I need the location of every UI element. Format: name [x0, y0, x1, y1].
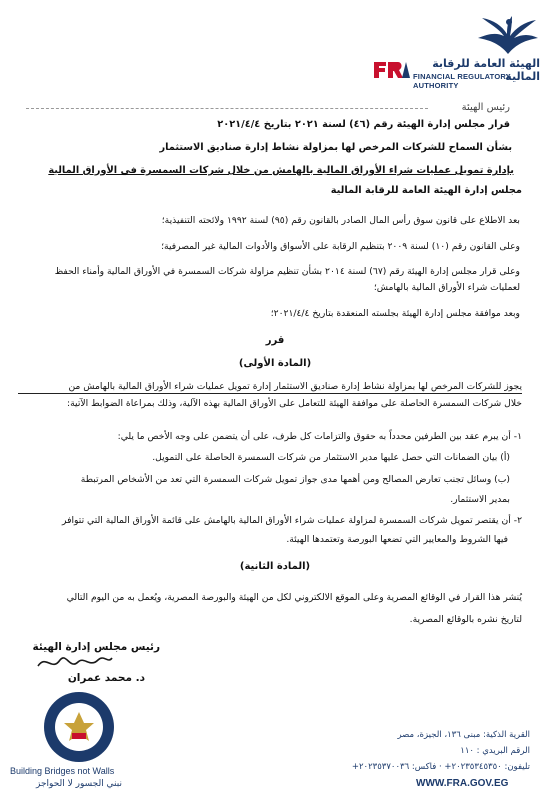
decree-title-line2: بشأن السماح للشركات المرخص لها بمزاولة نشاط إدارة صناديق الاستثمار [159, 142, 512, 153]
org-name-ar: الهيئة العامة للرقابة المالية [432, 57, 540, 83]
footer-address: القرية الذكية: مبنى ١٣٦، الجيزة، مصر [397, 730, 530, 740]
decree-title-line3: بإدارة تمويل عمليات شراء الأوراق المالية بالهامش من خلال شركات السمسرة في الأوراق المالية [48, 165, 514, 176]
article1-intro-line1: يجوز للشركات المرخص لها بمزاولة نشاط إدارة صناديق الاستثمار إدارة تمويل عمليات شراء الأوراق المالية بالهامش من [18, 380, 522, 394]
condition-2-cont: فيها الشروط والمعايير التي تضعها البورصة وتعتمدها الهيئة. [286, 534, 508, 545]
footer-seal [42, 690, 116, 764]
article2-line1: يُنشر هذا القرار في الوقائع المصرية وعلى الموقع الالكتروني لكل من الهيئة والبورصة المصرية، ويُعمل به من اليوم التالي [66, 592, 522, 603]
org-name-en: FINANCIAL REGULATORY AUTHORITY [413, 72, 511, 90]
footer-postal: الرقم البريدي : ١١٠ [460, 746, 530, 756]
header-divider [26, 108, 428, 109]
preamble-line-5: وبعد موافقة مجلس إدارة الهيئة بجلسته المنعقدة بتاريخ ٢٠٢١/٤/٤؛ [270, 308, 520, 319]
preamble-line-4: لعمليات شراء الأوراق المالية بالهامش؛ [373, 282, 520, 293]
signature-title: رئيس مجلس إدارة الهيئة [32, 641, 160, 653]
condition-1b: (ب) وسائل تجنب تعارض المصالح ومن أهمها مدى جواز تمويل شركات السمسرة التي تعد من الأشخاص المرتبطة [80, 474, 510, 485]
chairman-label: رئيس الهيئة [461, 102, 510, 113]
eagle-logo-icon [476, 14, 540, 60]
decree-title-line1: قرار مجلس إدارة الهيئة رقم (٤٦) لسنة ٢٠٢١ بتاريخ ٢٠٢١/٤/٤ [217, 119, 510, 130]
preamble-line-1: بعد الاطلاع على قانون سوق رأس المال الصادر بالقانون رقم (٩٥) لسنة ١٩٩٢ ولائحته التنفيذية؛ [161, 215, 520, 226]
footer-phone: تليفون: ٢٠٢٣٥٣٤٥٣٥٠+ · فاكس: ٢٠٢٣٥٣٧٠٠٣٦+ [351, 762, 530, 772]
slogan-en: Building Bridges not Walls [10, 766, 115, 776]
condition-1: ١- أن يبرم عقد بين الطرفين محدداً به حقوق والتزامات كل طرف، على أن يتضمن على وجه الأخص ما يلي: [117, 431, 522, 442]
fra-logo-icon [372, 58, 410, 80]
condition-1a: (أ) بيان الضمانات التي حصل عليها مدير الاستثمار من شركات السمسرة الحاصلة على التمويل. [152, 452, 510, 463]
preamble-line-3: وعلى قرار مجلس إدارة الهيئة رقم (٦٧) لسنة ٢٠١٤ بشأن تنظيم مزاولة شركات السمسرة في الأوراق المالية وأمناء الحفظ [54, 266, 520, 277]
decree-issuer: مجلس إدارة الهيئة العامة للرقابة المالية [330, 185, 522, 196]
article1-intro-line2: خلال شركات السمسرة الحاصلة على موافقة الهيئة للتعامل على الأوراق المالية بهذه الآلية، وذلك بمراعاة الضوابط الآتية: [67, 398, 522, 409]
slogan-ar: نبني الجسور لا الحواجز [36, 779, 122, 789]
handwritten-signature [34, 650, 114, 674]
article2-title: (المادة الثانية) [239, 561, 311, 572]
footer-website[interactable]: WWW.FRA.GOV.EG [416, 778, 509, 789]
fra-logo [372, 58, 410, 80]
article1-title: (المادة الأولى) [238, 358, 312, 369]
article2-line2: لتاريخ نشره بالوقائع المصرية. [409, 614, 522, 625]
condition-1b-cont: بمدير الاستثمار. [450, 494, 510, 505]
signatory-name: د. محمد عمران [67, 672, 145, 684]
egypt-seal-icon [42, 690, 116, 764]
decided-heading: قرر [265, 335, 285, 346]
condition-2: ٢- أن يقتصر تمويل شركات السمسرة لمزاولة عمليات شراء الأوراق المالية بالهامش على قائمة الأوراق المالية التي تتوافر [62, 515, 522, 526]
preamble-line-2: وعلى القانون رقم (١٠) لسنة ٢٠٠٩ بتنظيم الرقابة على الأسواق والأدوات المالية غير المصرفية؛ [161, 241, 520, 252]
